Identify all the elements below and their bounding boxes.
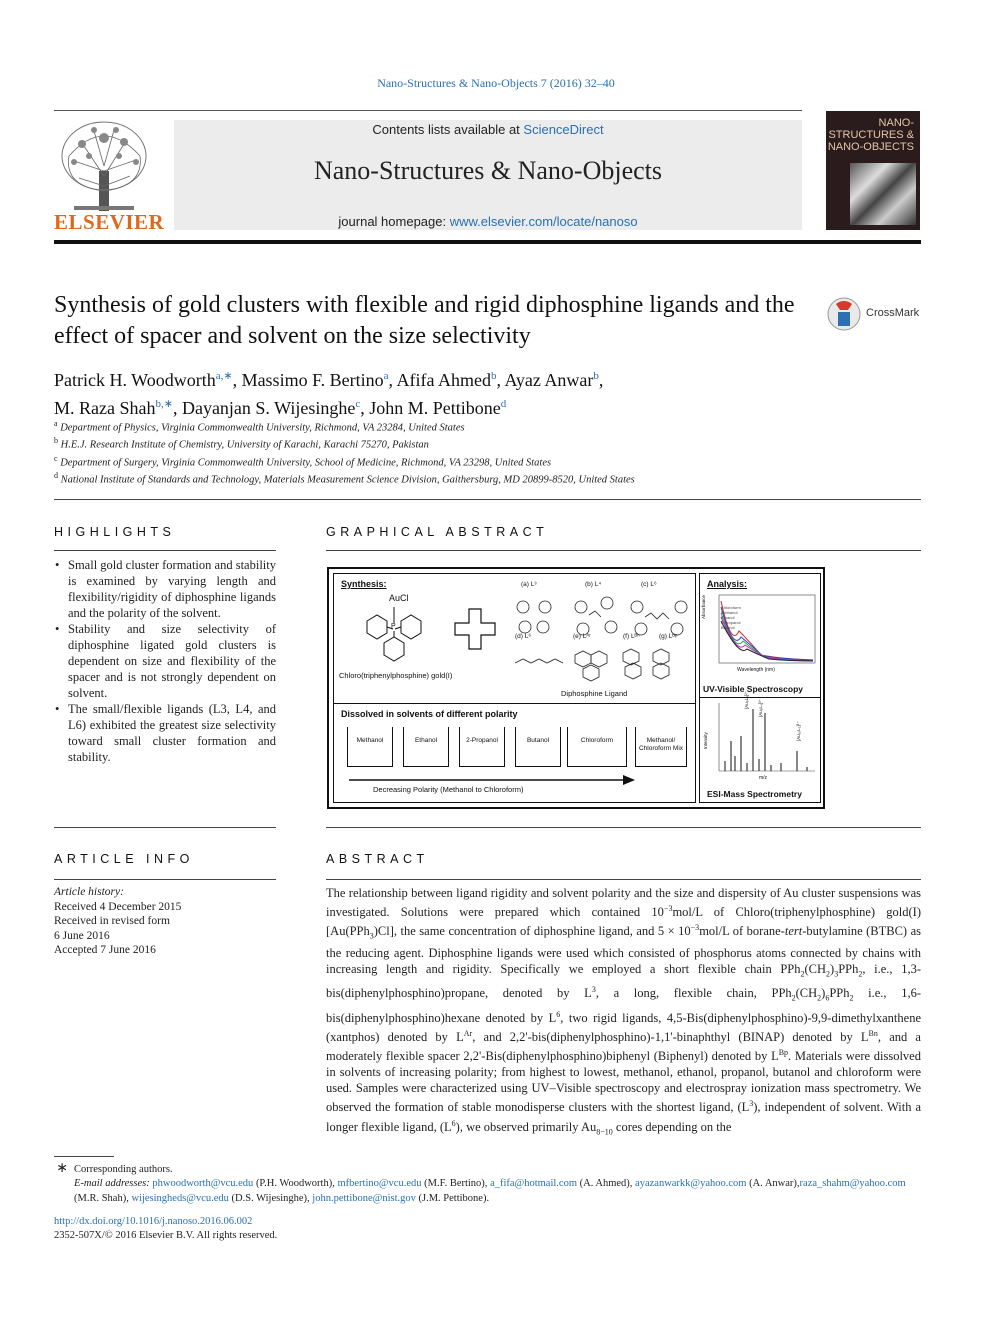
analysis-label: Analysis: [707,579,748,589]
abstract-sup: Ar [463,1029,473,1039]
uv-legend-entry: Ethanol [721,615,735,620]
author-name: Ayaz Anwar [504,370,594,390]
uv-xlabel: Wavelength (nm) [737,667,775,673]
email-owner: (J.M. Pettibone). [415,1192,490,1204]
precursor-label: Chloro(triphenylphosphine) gold(I) [339,671,453,680]
author-affiliation-marker[interactable]: a [383,370,389,382]
abstract-text: ) [821,986,826,1001]
synthesis-label: Synthesis: [341,579,387,589]
uv-legend-entry: Butanol [721,625,735,630]
email-owner: (M.F. Bertino), [421,1178,491,1189]
graphical-abstract-bottom-rule [326,827,921,828]
ligand-label: (a) L³ [521,581,537,588]
highlight-item: • The small/flexible ligands (L3, L4, and L6) exhibited the greatest size selectivity toward small cluster formation and stability. [54,701,276,765]
abstract-text: ), we observed primarily Au [455,1119,597,1134]
abstract-italic: tert [784,924,803,939]
abstract-sup: −3 [663,904,673,913]
email-label: E-mail addresses: [74,1178,150,1189]
author-name: M. Raza Shah [54,398,156,418]
highlights-bottom-rule [54,827,276,828]
solvent-vial: Butanol [515,727,561,767]
author-separator: , [360,398,370,418]
footnote-star: ∗ [56,1161,68,1176]
solvent-vial: Methanol/ Chloroform Mix [635,727,687,767]
cover-title: NANO-STRUCTURES & NANO-OBJECTS [827,117,914,153]
abstract-text: PPh [838,961,859,976]
copyright-line: 2352-507X/© 2016 Elsevier B.V. All rights reserved. [54,1230,278,1241]
abstract-sub: 2 [791,993,796,1003]
abstract-sup: −3 [690,923,700,933]
abstract-sub: 3 [369,931,374,941]
abstract-text: , a long, flexible chain, PPh [595,986,792,1001]
abstract-text: , two rigid ligands, 4,5-Bis(diphenylphosphino)-9,9-dimethylxanthene (xantphos) denoted by L [326,1011,922,1045]
crossmark-icon [826,296,862,332]
homepage-link[interactable]: www.elsevier.com/locate/nanoso [449,214,638,229]
abstract-sub: 2 [817,993,822,1003]
ms-xlabel: m/z [759,775,768,781]
ligand-caption: Diphosphine Ligand [561,689,628,698]
email-owner: (A. Anwar), [746,1178,800,1189]
highlights-heading: HIGHLIGHTS [54,525,176,539]
author-separator: , [496,370,505,390]
author-name: Patrick H. Woodworth [54,370,216,390]
ligand-label: (b) L⁴ [585,581,602,588]
author-affiliation-marker[interactable]: b [491,370,497,382]
article-info-rule [54,879,276,880]
graphical-abstract-figure [327,567,825,809]
author-separator: , [232,370,242,390]
abstract-text: )Cl], the same concentration of diphosphine ligand, and 5 × 10 [373,924,691,939]
abstract-text: i.e., 1,6-bis(diphenylphosphino)hexane denoted by L [326,986,921,1026]
homepage-prefix: journal homepage: [338,214,450,229]
affiliation-key: c [54,454,58,463]
abstract-text: mol/L of borane- [699,924,785,939]
author-affiliation-marker[interactable]: d [500,398,507,410]
history-entry: 6 June 2016 [54,929,110,942]
affiliation-text: Department of Surgery, Virginia Commonwealth University, School of Medicine, Richmond, VA 23298, United States [60,457,552,469]
footnote-rule [54,1156,114,1157]
abstract-text: PPh [829,986,850,1001]
abstract-text: , i.e., 1,3-bis(diphenylphosphino)propane, denoted by L [326,961,921,1001]
uv-legend-entry: 2-Propanol [721,620,741,625]
abstract-heading: ABSTRACT [326,852,429,866]
author-name: John M. Pettibone [369,398,501,418]
author-separator: , [598,370,604,390]
abstract-sub: 8−10 [596,1127,613,1137]
email-addresses [54,1177,921,1206]
journal-homepage [174,214,802,229]
journal-reference-link[interactable]: Nano-Structures & Nano-Objects 7 (2016) 32–40 [377,76,615,90]
graphical-abstract-rule [326,550,921,551]
abstract-text: , and 2,2'-bis(diphenylphosphino)-1,1'-binaphthyl (BINAP) denoted by L [472,1030,869,1045]
plus-icon [453,607,497,651]
history-label: Article history: [54,886,124,898]
email-link[interactable]: wijesingheds@vcu.edu [131,1192,229,1204]
triphenylphosphine-structure [349,603,439,665]
ligand-label: (f) Lᴮⁿ [623,633,640,640]
abstract-sup: Bp [778,1048,789,1058]
affiliation-key: d [54,471,58,480]
abstract-text: cores depending on the [612,1119,732,1134]
highlight-item: • Stability and size selectivity of diphosphine ligated gold clusters is dependent on size and flexibility of the spacer and is not strongly dependent on solvent. [54,621,276,701]
abstract-sub: 2 [800,969,805,979]
graphical-abstract-heading: GRAPHICAL ABSTRACT [326,525,549,539]
solvent-vial: Ethanol [403,727,449,767]
affiliation-text: Department of Physics, Virginia Commonwealth University, Richmond, VA 23284, United States [60,422,465,434]
ligand-label: (e) Lᴬʳ [573,633,591,640]
abstract-text: (CH [804,961,827,976]
history-entry: Received in revised form [54,915,170,927]
elsevier-wordmark: ELSEVIER [54,210,165,234]
crossmark-label: CrossMark [866,307,920,319]
uv-ylabel: Absorbance [701,594,706,619]
author-affiliation-marker[interactable]: c [355,398,361,410]
affiliation-key: b [54,436,58,445]
panel-divider [333,703,696,704]
email-owner: (P.H. Woodworth), [253,1178,338,1189]
email-link[interactable]: john.pettibone@nist.gov [312,1192,416,1204]
ligand-label: (c) L⁶ [641,581,657,588]
abstract-sub: 2 [858,969,863,979]
author-affiliation-marker[interactable]: a,∗ [215,370,233,382]
abstract-text: -butylamine (BTBC) as the reducing agent. Diphosphine ligands were used which consisted of phosphorus atoms connected by chains with increasing length and rigidity. Specifically we employed a short flexible chain PPh [326,924,921,976]
author-affiliation-marker[interactable]: b [593,370,599,382]
uv-legend-entry: Chloroform [721,605,741,610]
history-entry: Received 4 December 2015 [54,900,182,913]
cover-image [850,163,916,225]
uv-vis-label: UV-Visible Spectroscopy [703,684,803,694]
corresponding-note [54,1162,921,1178]
abstract-text: , and a moderately flexible spacer 2,2'-Bis(diphenylphosphino)biphenyl (Biphenyl) denoted by L [326,1030,921,1064]
author-affiliation-marker[interactable]: b,∗ [155,398,173,410]
esi-ms-label: ESI-Mass Spectrometry [707,789,802,799]
article-history [54,885,276,958]
contents-prefix: Contents lists available at [372,122,524,137]
highlight-item: • Small gold cluster formation and stability is examined by varying length and flexibility/rigidity of diphosphine ligands and the polarity of the solvent. [54,557,276,621]
abstract-sub: 2 [826,969,831,979]
polarity-label: Decreasing Polarity (Methanol to Chloroform) [373,785,524,794]
contents-availability [174,122,802,137]
analysis-divider [699,697,821,698]
abstract-sub: 6 [825,993,830,1003]
uv-legend-entry: Methanol [721,610,738,615]
abstract-sup: 6 [451,1118,456,1128]
email-link[interactable]: phwoodworth@vcu.edu [152,1178,254,1189]
journal-cover-thumbnail[interactable] [826,111,920,230]
abstract-text: mol/L of Chloro(triphenylphosphine) gold(I) [Au(PPh [326,905,921,939]
article-title: Synthesis of gold clusters with flexible and rigid diphosphine ligands and the effect of spacer and solvent on the size selectivity [54,292,795,349]
abstract-body [326,885,921,1140]
author-name: Massimo F. Bertino [241,370,384,390]
ligand-label: (d) L⁶ [515,633,532,640]
ligand-structures [511,589,691,689]
author-list [54,364,834,420]
author-separator: , [388,370,397,390]
highlights-rule [54,550,276,551]
abstract-text: (CH [795,986,818,1001]
abstract-sup: 3 [591,985,596,995]
affiliation-b [54,436,914,451]
affiliation-a [54,419,914,434]
abstract-sub: 2 [849,993,854,1003]
email-owner: (D.S. Wijesinghe), [228,1192,313,1204]
abstract-text: ) [830,961,835,976]
crossmark-badge[interactable] [826,296,920,332]
author-name: Afifa Ahmed [396,370,492,390]
abstract-text: ), independent of solvent. With a longer flexible ligand, (L [326,1100,922,1134]
affiliation-rule [54,499,921,500]
affiliation-text: H.E.J. Research Institute of Chemistry, University of Karachi, Karachi 75270, Pakistan [60,439,429,451]
email-link[interactable]: a_fifa@hotmail.com [490,1178,577,1189]
header-rule [54,110,802,111]
solvent-vial: 2-Propanol [459,727,505,767]
highlights-list [54,557,276,765]
ms-ylabel: Intensity [703,732,708,749]
email-link[interactable]: ayazanwarkk@yahoo.com [635,1178,747,1189]
journal-title: Nano-Structures & Nano-Objects [313,156,663,185]
solvent-vial: Methanol [347,727,393,767]
phosphorus-label: P [391,623,396,630]
abstract-rule [326,879,921,880]
corresponding-text: Corresponding authors. [74,1164,173,1175]
solvents-label: Dissolved in solvents of different polarity [341,709,518,719]
ms-peak-label: [Au₉L₄]³⁺ [758,698,763,717]
article-info-heading: ARTICLE INFO [54,852,194,866]
author-separator: , [172,398,182,418]
abstract-sub: 3 [834,969,839,979]
solvent-vial: Chloroform [567,727,627,767]
email-link[interactable]: mfbertino@vcu.edu [337,1178,422,1189]
affiliation-text: National Institute of Standards and Technology, Materials Measurement Science Division, Gaithersburg, MD 20899-8520, United States [60,474,635,486]
abstract-sup: 6 [556,1009,561,1019]
uv-legend [721,605,741,630]
sciencedirect-link[interactable]: ScienceDirect [523,122,604,137]
email-link[interactable]: raza_shahm@yahoo.com [799,1178,906,1189]
affiliation-key: a [54,419,58,428]
aucl-label: AuCl [389,593,409,603]
email-owner: (A. Ahmed), [577,1178,636,1189]
masthead-bottom-rule [54,240,921,244]
affiliation-c [54,454,914,469]
author-name: Dayanjan S. Wijesinghe [181,398,356,418]
affiliation-d [54,471,914,486]
abstract-text: . Materials were dissolved in solvents of increasing polarity; from highest to lowest, methanol, ethanol, propanol, butanol and chloroform were used. Samples were characterized using UV–Visible spectroscopy and electrospray ionization mass spectrometry. We observed the formation of stable monodisperse clusters with the shortest ligand, (L [326,1049,921,1115]
ms-peak-label: [Au₁₀L₅]²⁺ [796,721,801,741]
abstract-sup: 3 [749,1099,754,1109]
ms-peak-label: [Au₈L₄]²⁺ [744,690,749,709]
abstract-sup: Bn [868,1029,878,1039]
email-owner: (M.R. Shah), [74,1192,132,1204]
history-entry: Accepted 7 June 2016 [54,944,156,956]
ligand-label: (g) Lᴮᵖ [659,633,678,640]
abstract-text: The relationship between ligand rigidity and solvent polarity and the size and dispersity of Au cluster suspensions was investigated. Solutions were prepared which contained 10 [326,886,921,920]
doi-link[interactable]: http://dx.doi.org/10.1016/j.nanoso.2016.06.002 [54,1216,253,1227]
